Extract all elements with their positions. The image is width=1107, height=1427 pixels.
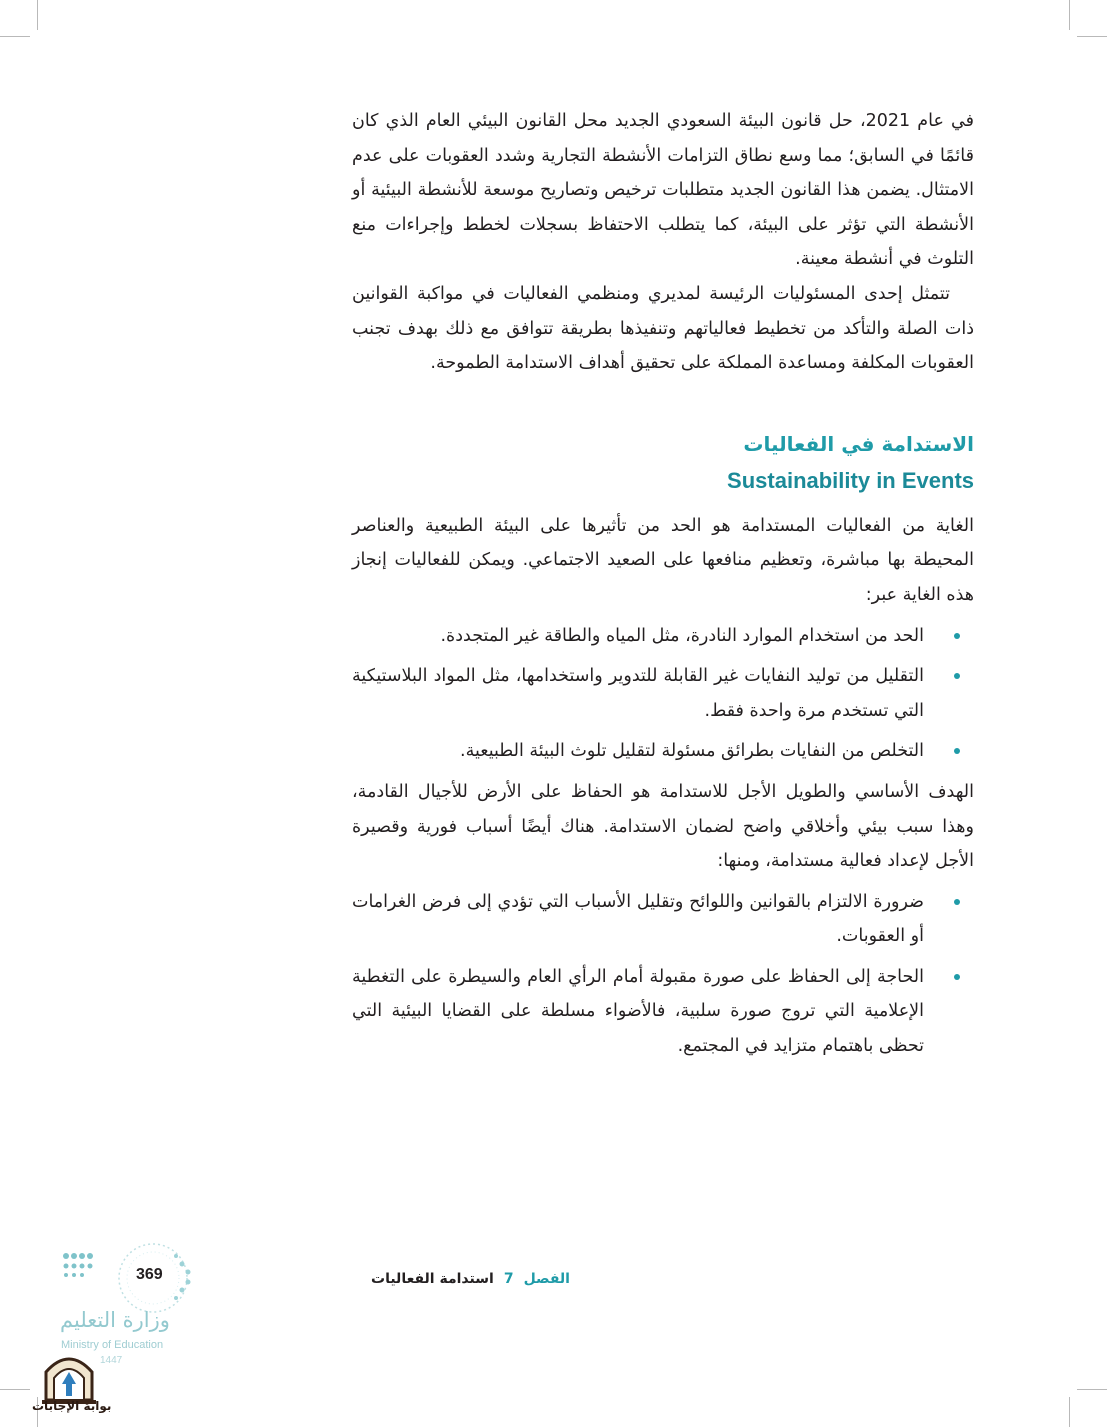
body-paragraph: في عام 2021، حل قانون البيئة السعودي الجديد محل القانون البيئي العام الذي كان قائمًا في السابق؛ مما وسع نطاق التزامات الأنشطة التجارية وشدد العقوبات على عدم الامتثال. يضمن هذا القانون الجديد متطلبات ترخيص وتصاريح موسعة للأنشطة البيئية أو الأنشطة التي تؤثر على البيئة، كما يتطلب الاحتفاظ بسجلات لخطط وإجراءات منع التلوث في أنشطة معينة.: [352, 111, 974, 270]
crop-mark: [1077, 36, 1107, 37]
body-paragraph: تتمثل إحدى المسئوليات الرئيسة لمديري ومنظمي الفعاليات في مواكبة القوانين ذات الصلة والتأكد من تخطيط فعالياتهم وتنفيذها بطريقة تتوافق مع ذلك بهدف تجنب العقوبات المكلفة ومساعدة المملكة على تحقيق أهداف الاستدامة الطموحة.: [352, 283, 974, 374]
page-number: 369: [136, 1266, 163, 1283]
ministry-name-english: Ministry of Education: [61, 1339, 164, 1351]
page-content: [352, 104, 974, 1070]
bullet-list: [352, 885, 974, 1064]
bullet-list: [352, 619, 974, 769]
watermark-text: بوابة الإجابات: [32, 1399, 112, 1413]
crop-mark: [1077, 1389, 1107, 1390]
crop-mark: [1069, 0, 1070, 30]
section-heading-arabic: الاستدامة في الفعاليات: [743, 431, 974, 456]
chapter-footer: [352, 1266, 570, 1292]
chapter-number: 7: [503, 1271, 514, 1287]
list-item: التخلص من النفايات بطرائق مسئولة لتقليل تلوث البيئة الطبيعية.: [352, 734, 924, 769]
body-paragraph: الغاية من الفعاليات المستدامة هو الحد من تأثيرها على البيئة الطبيعية والعناصر المحيطة بها مباشرة، وتعظيم منافعها على الصعيد الاجتماعي. ويمكن للفعاليات إنجاز هذه الغاية عبر:: [352, 515, 974, 605]
list-item: التقليل من توليد النفايات غير القابلة للتدوير واستخدامها، مثل المواد البلاستيكية التي تستخدم مرة واحدة فقط.: [352, 659, 924, 728]
crop-mark: [0, 36, 30, 37]
chapter-title: استدامة الفعاليات: [371, 1271, 494, 1287]
chapter-label: الفصل: [523, 1271, 570, 1287]
list-item: الحد من استخدام الموارد النادرة، مثل المياه والطاقة غير المتجددة.: [352, 619, 924, 654]
section-heading-english: Sustainability in Events: [727, 467, 974, 493]
ministry-logo-seal-icon: [58, 1242, 198, 1317]
list-item: الحاجة إلى الحفاظ على صورة مقبولة أمام الرأي العام والسيطرة على التغطية الإعلامية التي تروج صورة سلبية، فالأضواء مسلطة على القضايا البيئية التي تحظى باهتمام متزايد في المجتمع.: [352, 960, 924, 1064]
body-paragraph: الهدف الأساسي والطويل الأجل للاستدامة هو الحفاظ على الأرض للأجيال القادمة، وهذا سبب بيئي وأخلاقي واضح لضمان الاستدامة. هناك أيضًا أسباب فورية وقصيرة الأجل لإعداد فعالية مستدامة، ومنها:: [352, 781, 974, 872]
crop-mark: [0, 1389, 30, 1390]
ministry-name-arabic: وزارة التعليم: [60, 1308, 170, 1332]
ministry-year: 1447: [100, 1355, 123, 1366]
crop-mark: [1069, 1397, 1070, 1427]
crop-mark: [37, 0, 38, 30]
list-item: ضرورة الالتزام بالقوانين واللوائح وتقليل الأسباب التي تؤدي إلى فرض الغرامات أو العقوبات.: [352, 885, 924, 954]
